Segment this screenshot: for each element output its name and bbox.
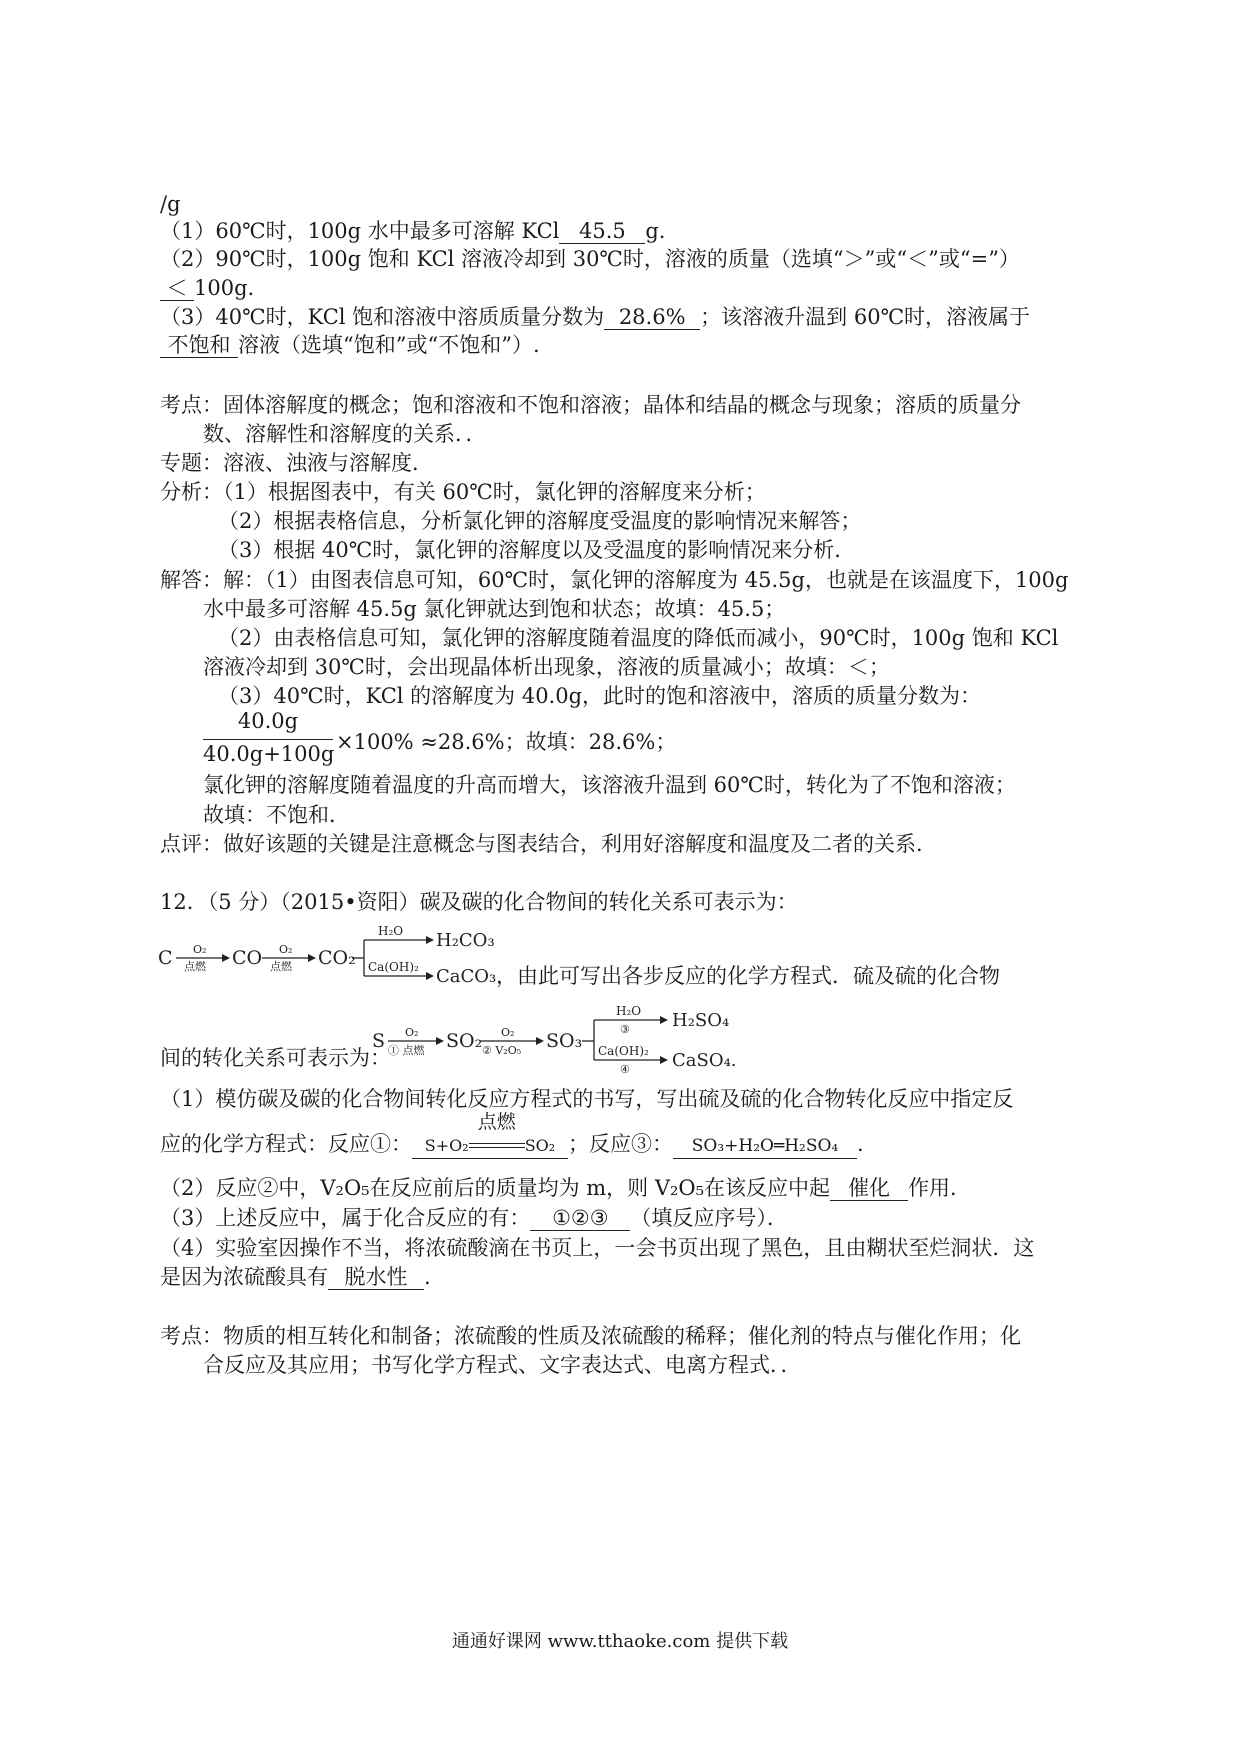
caco3-label: CaCO₃ bbox=[436, 966, 496, 987]
fenxi-11-2: （2）根据表格信息，分析氯化钾的溶解度受温度的影响情况来解答； bbox=[218, 509, 862, 533]
arrow-1-reagent: O₂ bbox=[193, 943, 207, 956]
kaodian-12-line2: 合反应及其应用；书写化学方程式、文字表达式、电离方程式．． bbox=[203, 1353, 802, 1377]
arrowhead-s2 bbox=[536, 1037, 544, 1045]
caso4-label: CaSO₄. bbox=[672, 1050, 737, 1071]
kaodian-12-line1: 考点：物质的相互转化和制备；浓硫酸的性质及浓硫酸的稀释；催化剂的特点与催化作用；化 bbox=[160, 1324, 1021, 1348]
kaodian-11-line2: 数、溶解性和溶解度的关系．． bbox=[203, 422, 487, 446]
co2-label: CO₂ bbox=[318, 947, 356, 969]
fenxi-11-3: （3）根据 40℃时，氯化钾的溶解度以及受温度的影响情况来分析． bbox=[218, 538, 856, 562]
fraction-numerator: 40.0g bbox=[237, 709, 299, 733]
arrowhead-1 bbox=[222, 954, 230, 962]
q12-part4-line1: （4）实验室因操作不当，将浓硫酸滴在书页上，一会书页出现了黑色，且由糊状至烂洞状．这 bbox=[160, 1236, 1035, 1260]
arrow-s1-condition: ① 点燃 bbox=[388, 1044, 425, 1057]
q12-part4-line2: 是因为浓硫酸具有 脱水性 . bbox=[160, 1265, 431, 1289]
arrow-2-condition: 点燃 bbox=[270, 960, 292, 973]
kaodian-11-line1: 考点：固体溶解度的概念；饱和溶液和不饱和溶液；晶体和结晶的概念与现象；溶质的质量分 bbox=[160, 393, 1021, 417]
so2-label: SO₂ bbox=[446, 1030, 483, 1052]
sulfur-label: S bbox=[372, 1030, 386, 1052]
arrow-1-condition: 点燃 bbox=[184, 960, 206, 973]
carbon-label: C bbox=[158, 947, 173, 969]
q12-stem: 12．（5 分）（2015•资阳）碳及碳的化合物间的转化关系可表示为： bbox=[160, 890, 798, 914]
arrow-s4-number: ④ bbox=[620, 1063, 630, 1076]
jieda-11-5: （3）40℃时，KCl 的溶解度为 40.0g，此时的饱和溶液中，溶质的质量分数为： bbox=[218, 684, 982, 708]
eq1-condition: 点燃 bbox=[477, 1111, 516, 1133]
answer-blank: 脱水性 bbox=[328, 1265, 424, 1290]
q12-after-carbon: ，由此可写出各步反应的化学方程式．硫及硫的化合物 bbox=[496, 964, 1000, 988]
h2so4-label: H₂SO₄ bbox=[672, 1010, 730, 1031]
answer-blank: 28.6% bbox=[604, 305, 700, 330]
arrowhead-3 bbox=[426, 936, 434, 944]
arrow-2-reagent: O₂ bbox=[279, 943, 293, 956]
q12-part2: （2）反应②中，V₂O₅在反应前后的质量均为 m，则 V₂O₅在该反应中起 催化 作用． bbox=[160, 1176, 972, 1200]
jieda-11-4: 溶液冷却到 30℃时，会出现晶体析出现象，溶液的质量减小；故填：＜； bbox=[203, 655, 890, 679]
sulfur-conversion-scheme bbox=[370, 998, 750, 1078]
q12-part3: （3）上述反应中，属于化合反应的有： ①②③ （填反应序号）． bbox=[160, 1206, 788, 1230]
answer-blank: ①②③ bbox=[530, 1206, 630, 1231]
carbon-conversion-scheme bbox=[156, 918, 496, 990]
q11-part3-line1: （3）40℃时，KCl 饱和溶液中溶质质量分数为 28.6% ；该溶液升温到 60℃时，溶液属于 bbox=[160, 305, 1031, 329]
jieda-11-2: 水中最多可溶解 45.5g 氯化钾就达到饱和状态；故填：45.5； bbox=[203, 597, 786, 621]
arrowhead-s4 bbox=[660, 1056, 668, 1064]
answer-blank: ＜ bbox=[160, 276, 194, 301]
dianping-11: 点评：做好该题的关键是注意概念与图表结合，利用好溶解度和温度及二者的关系． bbox=[160, 832, 937, 856]
fraction-bar bbox=[203, 739, 333, 740]
fraction-denominator: 40.0g+100g bbox=[203, 742, 335, 766]
answer-blank-eq1: S+O₂ 点燃 SO₂ bbox=[412, 1132, 568, 1159]
q11-part1: （1）60℃时，100g 水中最多可溶解 KCl 45.5 g. bbox=[160, 219, 666, 243]
jieda-11-3: （2）由表格信息可知，氯化钾的溶解度随着温度的降低而减小，90℃时，100g 饱和 KCl bbox=[218, 626, 1059, 650]
q11-part2-line1: （2）90℃时，100g 饱和 KCl 溶液冷却到 30℃时，溶液的质量（选填“＞”或“＜”或“=”） bbox=[160, 247, 1020, 271]
arrow-s1-reagent: O₂ bbox=[405, 1026, 419, 1039]
jieda-11-1: 解答：解：（1）由图表信息可知，60℃时，氯化钾的溶解度为 45.5g，也就是在该温度下，100g bbox=[160, 568, 1069, 592]
h2co3-label: H₂CO₃ bbox=[436, 930, 495, 951]
answer-blank: 45.5 bbox=[559, 219, 645, 244]
fraction-result: ×100% ≈28.6%；故填：28.6%； bbox=[336, 730, 677, 754]
eq1-equals bbox=[469, 1143, 525, 1148]
answer-blank: 不饱和 bbox=[160, 333, 238, 358]
answer-blank: 催化 bbox=[830, 1176, 908, 1201]
top-fragment: /g bbox=[160, 192, 181, 216]
arrow-s3-number: ③ bbox=[620, 1023, 630, 1036]
q12-part1-line1: （1）模仿碳及碳的化合物间转化反应方程式的书写，写出硫及硫的化合物转化反应中指定反 bbox=[160, 1087, 1014, 1111]
arrowhead-s3 bbox=[660, 1016, 668, 1024]
fenxi-11-1: 分析：（1）根据图表中，有关 60℃时，氯化钾的溶解度来分析； bbox=[160, 480, 766, 504]
arrow-3-reagent: H₂O bbox=[378, 924, 404, 938]
arrow-4-reagent: Ca(OH)₂ bbox=[368, 960, 419, 974]
arrow-s3-reagent: H₂O bbox=[616, 1004, 642, 1018]
q11-part2-line2: ＜ 100g. bbox=[160, 274, 254, 302]
page-footer: 通通好课网 www.tthaoke.com 提供下载 bbox=[451, 1631, 789, 1652]
zhuanti-11: 专题：溶液、浊液与溶解度． bbox=[160, 451, 433, 475]
so3-label: SO₃ bbox=[546, 1030, 583, 1052]
arrow-s2-condition: ② V₂O₅ bbox=[482, 1044, 522, 1057]
arrowhead-s1 bbox=[436, 1037, 444, 1045]
arrowhead-2 bbox=[308, 954, 316, 962]
jieda-11-6: 氯化钾的溶解度随着温度的升高而增大，该溶液升温到 60℃时，转化为了不饱和溶液； bbox=[203, 773, 1016, 797]
q12-before-sulfur: 间的转化关系可表示为： bbox=[160, 1046, 391, 1070]
arrowhead-4 bbox=[426, 972, 434, 980]
answer-blank-eq3: SO₃+H₂O═H₂SO₄ bbox=[673, 1134, 857, 1159]
q12-part1-line2: 应的化学方程式：反应①： S+O₂ 点燃 SO₂ ；反应③： SO₃+H₂O═H₂SO₄ . bbox=[160, 1130, 864, 1159]
arrow-s2-reagent: O₂ bbox=[501, 1026, 515, 1039]
arrow-s4-reagent: Ca(OH)₂ bbox=[598, 1044, 649, 1058]
co-label: CO bbox=[232, 947, 263, 969]
q11-part3-line2: 不饱和 溶液（选填“饱和”或“不饱和”）. bbox=[160, 331, 540, 359]
jieda-11-7: 故填：不饱和． bbox=[203, 803, 350, 827]
